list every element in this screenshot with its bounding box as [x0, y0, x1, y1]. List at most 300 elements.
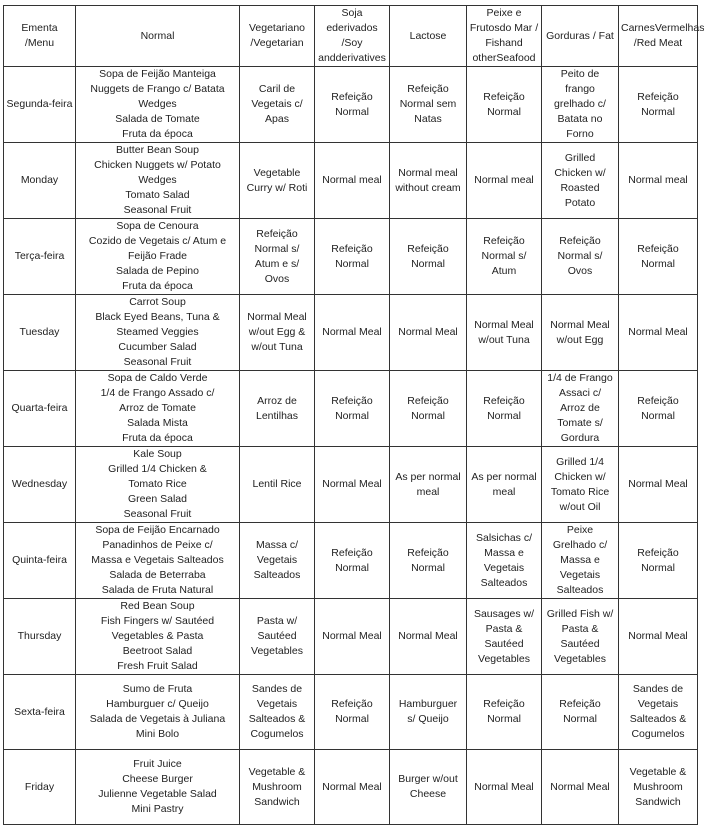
diet-cell	[240, 523, 315, 599]
diet-cell	[619, 750, 698, 825]
table-row	[4, 219, 698, 295]
cell-line: Green Salad	[128, 493, 187, 505]
cell-line: Normal sem	[399, 98, 457, 110]
cell-line: Refeição	[407, 394, 449, 407]
cell-line: Vegetais	[256, 698, 298, 710]
cell-line: Normal	[411, 561, 445, 574]
header-line: Lactose	[409, 29, 447, 42]
diet-cell	[542, 599, 619, 675]
cell-line: Atum	[491, 265, 517, 277]
cell-line: w/out Egg	[556, 333, 604, 346]
header-red-meat	[619, 6, 704, 67]
header-line: Vermelhas /	[633, 22, 704, 49]
cell-line: Normal	[335, 561, 369, 574]
cell-line: Refeição	[331, 698, 373, 710]
cell-line: Salada Mista	[127, 417, 188, 429]
cell-line: Arroz de	[257, 394, 297, 407]
diet-cell	[315, 371, 390, 447]
cell-line: meal	[492, 485, 516, 498]
header-line: Red Meat	[636, 37, 683, 49]
diet-cell	[390, 675, 467, 750]
diet-cell	[467, 447, 542, 523]
diet-cell	[240, 750, 315, 825]
menu-cell	[76, 675, 240, 750]
cell-line: Salteados	[253, 569, 301, 581]
header-normal	[76, 6, 240, 67]
diet-cell	[467, 675, 542, 750]
cell-line: Caril de	[258, 83, 296, 95]
cell-line: Sandwich	[635, 795, 681, 808]
table-row	[4, 599, 698, 675]
menu-cell	[76, 295, 240, 371]
cell-line: Sandes de	[251, 683, 303, 695]
diet-cell	[240, 67, 315, 143]
header-line: Soja e	[326, 7, 363, 34]
day-cell: Terça-feira	[4, 219, 76, 295]
cell-line: Potato	[564, 196, 596, 209]
cell-line: Vegetais c/	[251, 98, 303, 110]
header-line: derivatives	[335, 52, 386, 64]
diet-cell	[240, 599, 315, 675]
table-row	[4, 675, 698, 750]
cell-line: Refeição	[407, 242, 449, 255]
cell-line: Normal s/	[481, 250, 527, 262]
cell-line: Arroz de Tomate	[119, 402, 196, 414]
cell-line: Normal Meal	[398, 630, 458, 642]
cell-line: Tomato Rice	[128, 478, 187, 490]
cell-line: Refeição	[331, 394, 373, 407]
cell-line: Normal Meal	[322, 478, 382, 490]
menu-cell	[76, 67, 240, 143]
cell-line: Salada de Beterraba	[109, 569, 206, 581]
cell-line: Julienne Vegetable Salad	[98, 788, 217, 800]
cell-line: Seasonal Fruit	[123, 356, 192, 368]
day-cell: Segunda-feira	[4, 67, 76, 143]
diet-cell	[542, 523, 619, 599]
cell-line: Sopa de Feijão Manteiga	[99, 68, 216, 80]
cell-line: Massa e	[484, 546, 524, 559]
diet-cell	[542, 447, 619, 523]
header-line: Soy and	[318, 37, 363, 64]
menu-cell	[76, 523, 240, 599]
diet-cell	[619, 67, 698, 143]
diet-cell	[467, 523, 542, 599]
diet-cell	[542, 219, 619, 295]
header-line: Seafood	[496, 52, 536, 64]
cell-line: Wedges	[138, 174, 177, 186]
cell-line: Normal Meal	[550, 318, 610, 331]
cell-line: Fish Fingers w/ Sautéed	[100, 615, 215, 627]
diet-cell	[240, 219, 315, 295]
menu-cell	[76, 750, 240, 825]
cell-line: Sausages w/	[473, 607, 535, 620]
cell-line: Normal Meal	[474, 780, 534, 793]
cell-line: Normal meal	[628, 174, 688, 186]
cell-line: Refeição	[331, 90, 373, 103]
diet-cell	[542, 143, 619, 219]
diet-cell	[619, 523, 698, 599]
header-line: Carnes	[621, 22, 655, 34]
cell-line: Fresh Fruit Salad	[117, 660, 198, 672]
cell-line: Sautéed	[257, 630, 297, 642]
day-cell: Wednesday	[4, 447, 76, 523]
header-row	[4, 6, 698, 67]
cell-line: Seasonal Fruit	[123, 508, 192, 520]
cell-line: Lentilhas	[255, 409, 299, 422]
cell-line: Cheese Burger	[122, 773, 193, 785]
cell-line: Massa e Vegetais Salteados	[91, 554, 224, 566]
diet-cell	[467, 143, 542, 219]
cell-line: Salsichas c/	[475, 531, 533, 544]
cell-line: Mushroom	[252, 780, 302, 793]
diet-cell	[240, 675, 315, 750]
cell-line: Cogumelos	[250, 728, 304, 740]
menu-cell	[76, 143, 240, 219]
cell-line: Wedges	[138, 98, 177, 110]
cell-line: Normal	[335, 713, 369, 725]
cell-line: Salada de Vegetais à Juliana	[89, 713, 226, 725]
cell-line: s/ Queijo	[407, 713, 449, 725]
cell-line: Pasta &	[485, 622, 523, 635]
diet-cell	[542, 675, 619, 750]
header-line: Menu	[27, 37, 55, 49]
cell-line: Chicken w/	[554, 166, 606, 179]
diet-cell	[315, 143, 390, 219]
cell-line: Refeição	[331, 546, 373, 559]
cell-line: Arroz de	[560, 402, 600, 414]
cell-line: Grilled 1/4	[556, 455, 604, 468]
diet-cell	[467, 750, 542, 825]
cell-line: Roasted	[560, 181, 600, 194]
cell-line: Refeição	[637, 394, 679, 407]
cell-line: Lentil Rice	[252, 478, 302, 490]
cell-line: Peixe	[566, 524, 594, 536]
cell-line: Sumo de Fruta	[122, 683, 193, 695]
cell-line: Normal	[641, 105, 675, 118]
menu-cell	[76, 447, 240, 523]
cell-line: without cream	[395, 181, 461, 194]
diet-cell	[315, 447, 390, 523]
diet-cell	[542, 371, 619, 447]
day-cell: Tuesday	[4, 295, 76, 371]
cell-line: Refeição	[331, 242, 373, 255]
header-seafood	[467, 6, 542, 67]
cell-line: Sautéed	[560, 637, 600, 650]
header-lactose	[390, 6, 467, 67]
day-cell: Monday	[4, 143, 76, 219]
cell-line: Normal Meal	[247, 311, 307, 323]
cell-line: Panadinhos de Peixe c/	[102, 539, 213, 551]
cell-line: Refeição	[407, 83, 449, 95]
header-fat	[542, 6, 619, 67]
diet-cell	[619, 599, 698, 675]
cell-line: Refeição	[483, 90, 525, 103]
cell-line: As per normal	[471, 470, 537, 483]
cell-line: Normal Meal	[398, 326, 458, 338]
cell-line: Chicken w/	[554, 470, 606, 483]
cell-line: Red Bean Soup	[120, 600, 195, 612]
diet-cell	[467, 219, 542, 295]
table-row	[4, 67, 698, 143]
diet-cell	[619, 447, 698, 523]
cell-line: Refeição	[483, 698, 525, 710]
cell-line: Cozido de Vegetais c/ Atum e	[88, 235, 227, 247]
cell-line: Salteados &	[629, 713, 687, 725]
cell-line: Butter Bean Soup	[116, 144, 199, 156]
cell-line: Seasonal Fruit	[123, 204, 192, 216]
day-cell: Sexta-feira	[4, 675, 76, 750]
cell-line: Refeição	[637, 90, 679, 103]
diet-cell	[619, 371, 698, 447]
cell-line: Refeição	[407, 546, 449, 559]
cell-line: Sandes de	[632, 683, 684, 695]
table-row	[4, 750, 698, 825]
cell-line: As per normal	[395, 470, 461, 483]
diet-cell	[542, 67, 619, 143]
day-cell: Quinta-feira	[4, 523, 76, 599]
diet-cell	[240, 295, 315, 371]
cell-line: Hamburguer c/ Queijo	[106, 698, 209, 710]
cell-line: Normal	[641, 561, 675, 574]
diet-cell	[390, 67, 467, 143]
cell-line: Normal meal	[322, 174, 382, 186]
diet-cell	[467, 599, 542, 675]
cell-line: Normal meal	[398, 166, 458, 179]
cell-line: Atum e s/	[254, 257, 300, 270]
diet-cell	[467, 67, 542, 143]
cell-line: Apas	[265, 113, 289, 125]
diet-cell	[315, 599, 390, 675]
cell-line: Normal Meal	[322, 780, 382, 793]
cell-line: Salada de Fruta Natural	[101, 584, 214, 596]
header-vegetarian	[240, 6, 315, 67]
cell-line: Grelhado c/	[552, 539, 608, 551]
cell-line: Curry w/ Roti	[246, 181, 308, 194]
cell-line: Ovos	[567, 265, 593, 277]
table-row	[4, 447, 698, 523]
cell-line: Normal	[487, 105, 521, 118]
cell-line: Refeição	[637, 546, 679, 559]
cell-line: Vegetable &	[248, 765, 306, 778]
cell-line: Sopa de Caldo Verde	[107, 372, 208, 384]
cell-line: Normal Meal	[628, 326, 688, 338]
cell-line: Vegetais	[559, 569, 601, 581]
header-line: Vegetariano /	[248, 22, 306, 49]
diet-cell	[542, 750, 619, 825]
cell-line: Salteados	[556, 584, 604, 596]
table-row	[4, 143, 698, 219]
cell-line: Massa c/	[255, 539, 298, 551]
cell-line: Vegetables	[478, 652, 530, 665]
diet-cell	[240, 143, 315, 219]
diet-cell	[390, 599, 467, 675]
cell-line: Normal	[641, 257, 675, 270]
cell-line: Cucumber Salad	[118, 341, 197, 353]
header-line: Normal	[140, 29, 175, 42]
table-row	[4, 523, 698, 599]
cell-line: Normal	[641, 409, 675, 422]
cell-line: Refeição	[559, 698, 601, 710]
cell-line: Normal	[487, 409, 521, 422]
cell-line: Grilled Fish w/	[546, 607, 614, 620]
diet-cell	[390, 750, 467, 825]
diet-cell	[315, 295, 390, 371]
cell-line: Carrot Soup	[129, 296, 186, 308]
cell-line: Vegetables	[251, 645, 303, 657]
cell-line: 1/4 de Frango	[547, 372, 613, 384]
cell-line: Fruit Juice	[133, 758, 182, 770]
cell-line: Beetroot Salad	[122, 645, 193, 657]
cell-line: Sopa de Cenoura	[116, 220, 199, 232]
day-cell: Quarta-feira	[4, 371, 76, 447]
diet-cell	[467, 371, 542, 447]
cell-line: Chicken Nuggets w/ Potato	[94, 159, 221, 171]
diet-cell	[390, 371, 467, 447]
cell-line: grelhado c/	[554, 98, 606, 110]
header-line: do Mar / Fish	[485, 22, 539, 49]
cell-line: Tomato Rice	[550, 485, 610, 498]
cell-line: w/out Tuna	[251, 341, 303, 353]
diet-cell	[315, 219, 390, 295]
cell-line: Normal Meal	[550, 780, 610, 793]
cell-line: Forno	[566, 128, 594, 140]
header-line: Peixe e Frutos	[469, 7, 522, 34]
cell-line: Salada de Pepino	[116, 265, 199, 277]
cell-line: meal	[416, 485, 440, 498]
cell-line: Black Eyed Beans, Tuna &	[95, 311, 220, 323]
cell-line: Massa e	[560, 554, 600, 566]
cell-line: Mini Bolo	[135, 728, 180, 740]
cell-line: Salteados	[480, 576, 528, 589]
day-cell: Friday	[4, 750, 76, 825]
cell-line: Salada de Tomate	[115, 113, 200, 125]
cell-line: w/out Oil	[559, 500, 601, 513]
cell-line: Vegetable	[253, 166, 301, 179]
diet-cell	[390, 295, 467, 371]
diet-cell	[315, 750, 390, 825]
diet-cell	[542, 295, 619, 371]
cell-line: Grilled 1/4 Chicken &	[108, 463, 207, 475]
cell-line: Mini Pastry	[131, 803, 184, 815]
cell-line: Steamed Veggies	[116, 326, 199, 338]
cell-line: Normal	[411, 257, 445, 270]
cell-line: w/out Egg &	[248, 326, 306, 338]
header-line: Ementa /	[21, 22, 58, 49]
cell-line: Normal	[487, 713, 521, 725]
cell-line: w/out Tuna	[478, 333, 530, 346]
diet-cell	[240, 371, 315, 447]
cell-line: Refeição	[637, 242, 679, 255]
diet-cell	[619, 295, 698, 371]
diet-cell	[315, 67, 390, 143]
cell-line: Grilled	[564, 151, 596, 164]
cell-line: Mushroom	[633, 780, 683, 793]
cell-line: Vegetables & Pasta	[111, 630, 204, 642]
cell-line: Hamburguer	[398, 698, 458, 710]
diet-cell	[390, 143, 467, 219]
diet-cell	[390, 219, 467, 295]
cell-line: Feijão Frade	[128, 250, 187, 262]
cell-line: Sopa de Feijão Encarnado	[95, 524, 220, 536]
cell-line: Normal Meal	[322, 326, 382, 338]
cell-line: Vegetables	[554, 652, 606, 665]
table-row	[4, 371, 698, 447]
menu-cell	[76, 371, 240, 447]
header-line: Vegetarian	[253, 37, 304, 49]
diet-cell	[390, 523, 467, 599]
cell-line: Normal	[335, 105, 369, 118]
cell-line: Normal	[411, 409, 445, 422]
cell-line: Normal	[335, 257, 369, 270]
table-row	[4, 295, 698, 371]
cell-line: Sandwich	[254, 795, 300, 808]
cell-line: Normal meal	[474, 174, 534, 186]
cell-line: Cogumelos	[631, 728, 685, 740]
cell-line: Batata no	[557, 113, 603, 125]
cell-line: Pasta w/	[256, 615, 298, 627]
diet-cell	[619, 143, 698, 219]
menu-cell	[76, 219, 240, 295]
menu-cell	[76, 599, 240, 675]
header-line: Gorduras / Fat	[546, 29, 614, 42]
header-line: and other	[472, 37, 523, 64]
cell-line: Vegetable &	[629, 765, 687, 778]
cell-line: Vegetais	[483, 561, 525, 574]
cell-line: Tomato Salad	[125, 189, 190, 201]
header-line: derivados /	[332, 22, 378, 49]
cell-line: Tomate s/	[557, 417, 603, 429]
cell-line: Sautéed	[484, 637, 524, 650]
cell-line: Natas	[414, 113, 442, 125]
cell-line: Fruta da época	[122, 280, 193, 292]
diet-cell	[619, 675, 698, 750]
diet-cell	[619, 219, 698, 295]
cell-line: Normal	[335, 409, 369, 422]
cell-line: Cheese	[409, 788, 447, 800]
cell-line: Kale Soup	[133, 448, 182, 460]
cell-line: Ovos	[264, 272, 290, 285]
cell-line: Normal Meal	[628, 478, 688, 490]
cell-line: Assaci c/	[558, 387, 601, 399]
cell-line: Fruta da época	[122, 432, 193, 444]
cell-line: frango	[565, 83, 595, 95]
header-soy	[315, 6, 390, 67]
day-cell: Thursday	[4, 599, 76, 675]
cell-line: 1/4 de Frango Assado c/	[100, 387, 215, 399]
diet-cell	[467, 295, 542, 371]
cell-line: Normal s/	[557, 250, 603, 262]
header-menu	[4, 6, 76, 67]
diet-cell	[390, 447, 467, 523]
cell-line: Refeição	[483, 235, 525, 247]
cell-line: Vegetais	[637, 698, 679, 710]
cell-line: Refeição	[256, 227, 298, 240]
cell-line: Nuggets de Frango c/ Batata	[90, 83, 225, 95]
cell-line: Gordura	[560, 432, 600, 444]
cell-line: Normal Meal	[322, 630, 382, 642]
cell-line: Normal	[563, 713, 597, 725]
cell-line: Refeição	[483, 394, 525, 407]
cell-line: Refeição	[559, 235, 601, 247]
cell-line: Normal s/	[254, 242, 300, 255]
cell-line: Peito de	[560, 68, 600, 80]
diet-cell	[315, 523, 390, 599]
cell-line: Vegetais	[256, 554, 298, 566]
cell-line: Pasta &	[561, 622, 599, 635]
cell-line: Normal Meal	[628, 630, 688, 642]
diet-cell	[315, 675, 390, 750]
cell-line: Salteados &	[248, 713, 306, 725]
